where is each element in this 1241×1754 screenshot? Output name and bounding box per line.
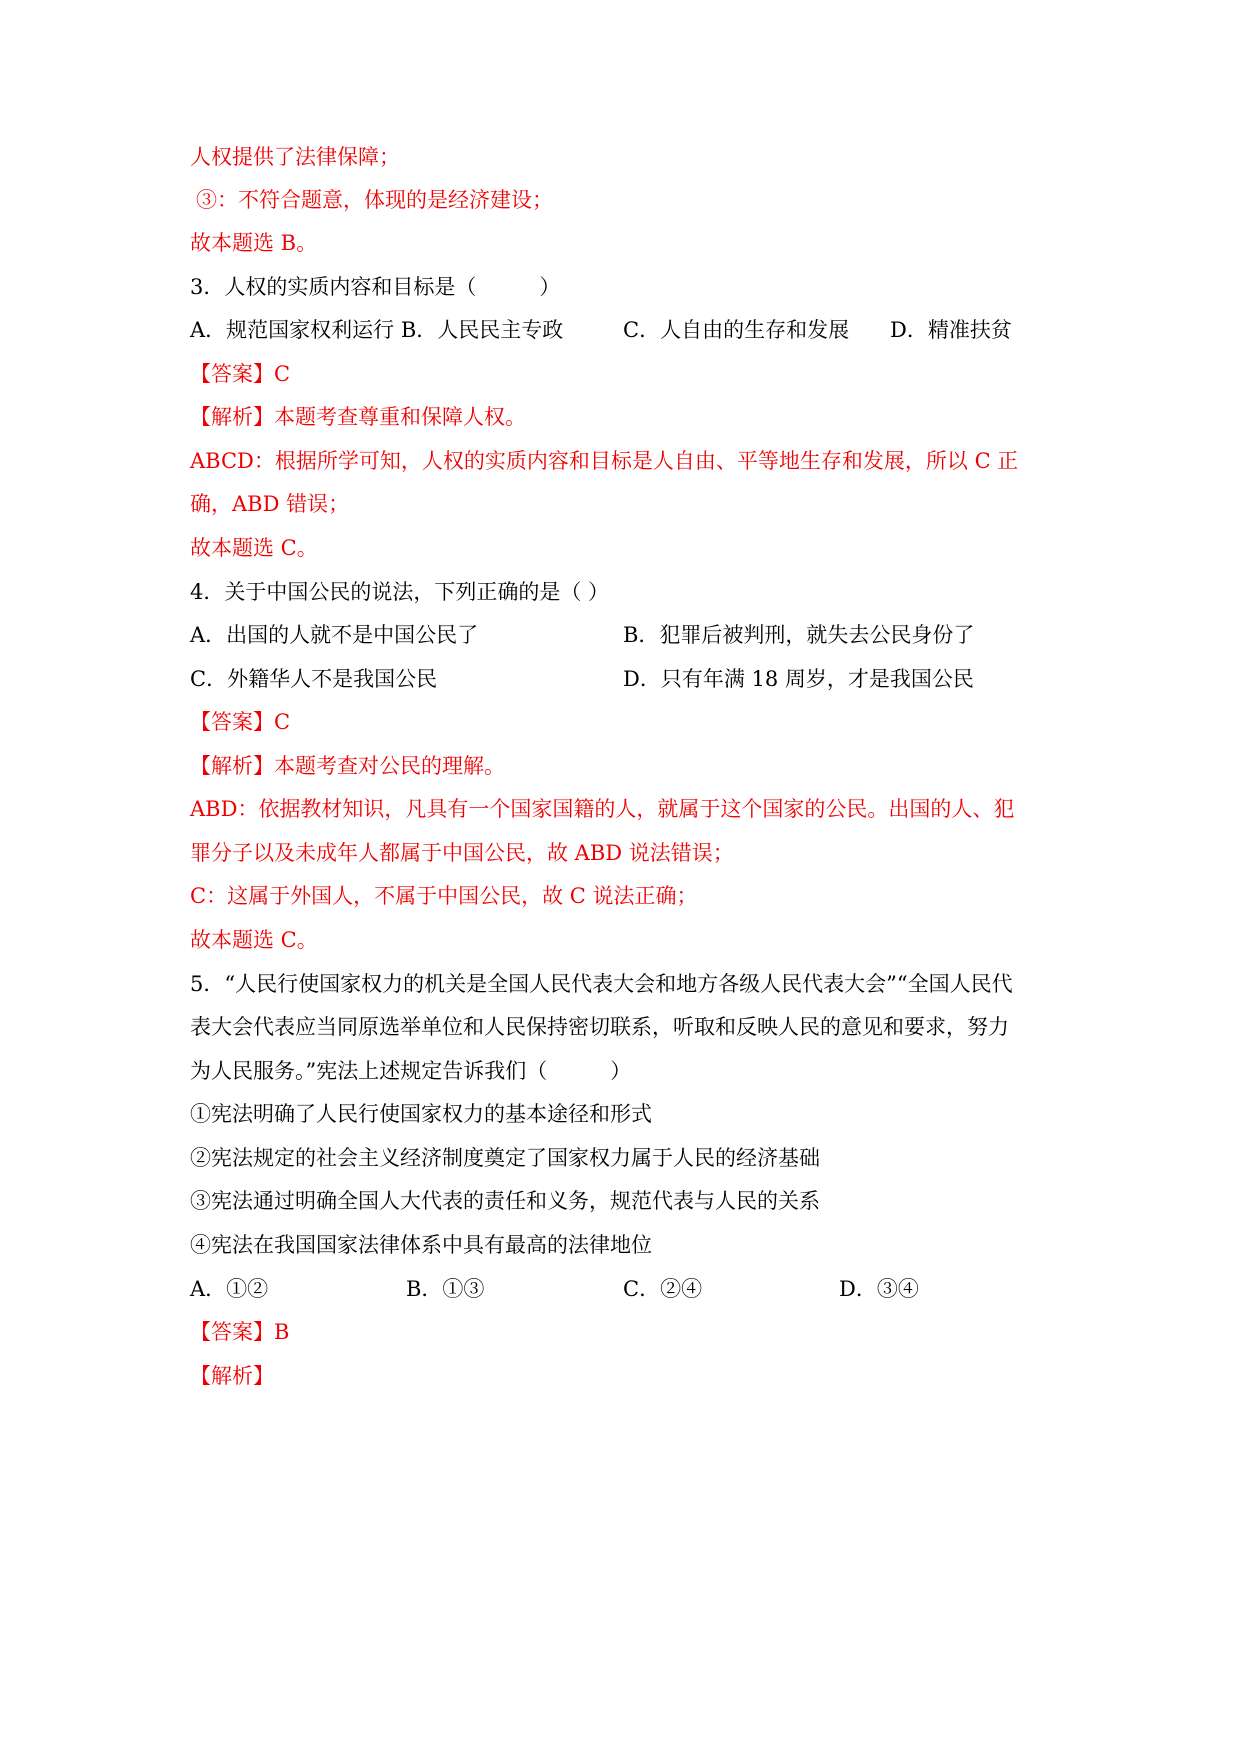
question-4-option-d: D．只有年满 18 周岁，才是我国公民	[623, 667, 974, 691]
question-4-option-b: B．犯罪后被判刑，就失去公民身份了	[623, 623, 975, 647]
question-5-stem: 为人民服务。”宪法上述规定告诉我们（ ）	[190, 1059, 632, 1083]
question-5-option-d: D．③④	[839, 1277, 919, 1301]
question-3-explanation: 确，ABD 错误；	[190, 492, 350, 516]
question-3-conclusion: 故本题选 C。	[190, 536, 318, 560]
question-5-statement: ②宪法规定的社会主义经济制度奠定了国家权力属于人民的经济基础	[190, 1146, 820, 1170]
question-5-statement: ①宪法明确了人民行使国家权力的基本途径和形式	[190, 1102, 652, 1126]
explanation-line: 人权提供了法律保障；	[190, 145, 400, 169]
question-3-explanation: ABCD：根据所学可知，人权的实质内容和目标是人自由、平等地生存和发展，所以 C 正	[190, 449, 1019, 473]
question-4-stem: 4．关于中国公民的说法，下列正确的是（ ）	[190, 580, 610, 604]
question-4-explanation: C：这属于外国人，不属于中国公民，故 C 说法正确；	[190, 884, 698, 908]
question-4-option-a: A．出国的人就不是中国公民了	[190, 623, 479, 647]
question-4-explanation: ABD：依据教材知识，凡具有一个国家国籍的人，就属于这个国家的公民。出国的人、犯	[190, 797, 1015, 821]
question-3-answer: 【答案】C	[190, 362, 291, 386]
question-5-option-b: B．①③	[406, 1277, 485, 1301]
question-3-option-d: D．精准扶贫	[890, 318, 1012, 342]
question-5-option-a: A．①②	[190, 1277, 269, 1301]
choice-conclusion: 故本题选 B。	[190, 231, 318, 255]
question-4-option-c: C．外籍华人不是我国公民	[190, 667, 438, 691]
explanation-line: ③：不符合题意，体现的是经济建设；	[196, 188, 553, 212]
question-4-conclusion: 故本题选 C。	[190, 928, 318, 952]
question-5-statement: ③宪法通过明确全国人大代表的责任和义务，规范代表与人民的关系	[190, 1189, 820, 1213]
question-3-stem: 3．人权的实质内容和目标是（ ）	[190, 275, 561, 299]
question-3-analysis: 【解析】本题考查尊重和保障人权。	[190, 405, 526, 429]
question-5-answer: 【答案】B	[190, 1320, 290, 1344]
question-5-stem: 表大会代表应当同原选举单位和人民保持密切联系，听取和反映人民的意见和要求，努力	[190, 1015, 1009, 1039]
question-5-statement: ④宪法在我国国家法律体系中具有最高的法律地位	[190, 1233, 652, 1257]
question-4-explanation: 罪分子以及未成年人都属于中国公民，故 ABD 说法错误；	[190, 841, 734, 865]
question-5-analysis: 【解析】	[190, 1364, 274, 1388]
question-3-options-ab: A．规范国家权利运行 B．人民民主专政	[190, 318, 564, 342]
question-5-stem: 5．“人民行使国家权力的机关是全国人民代表大会和地方各级人民代表大会”“全国人民代	[190, 972, 1013, 996]
question-4-analysis: 【解析】本题考查对公民的理解。	[190, 754, 505, 778]
question-4-answer: 【答案】C	[190, 710, 291, 734]
question-5-option-c: C．②④	[623, 1277, 703, 1301]
question-3-option-c: C．人自由的生存和发展	[623, 318, 850, 342]
